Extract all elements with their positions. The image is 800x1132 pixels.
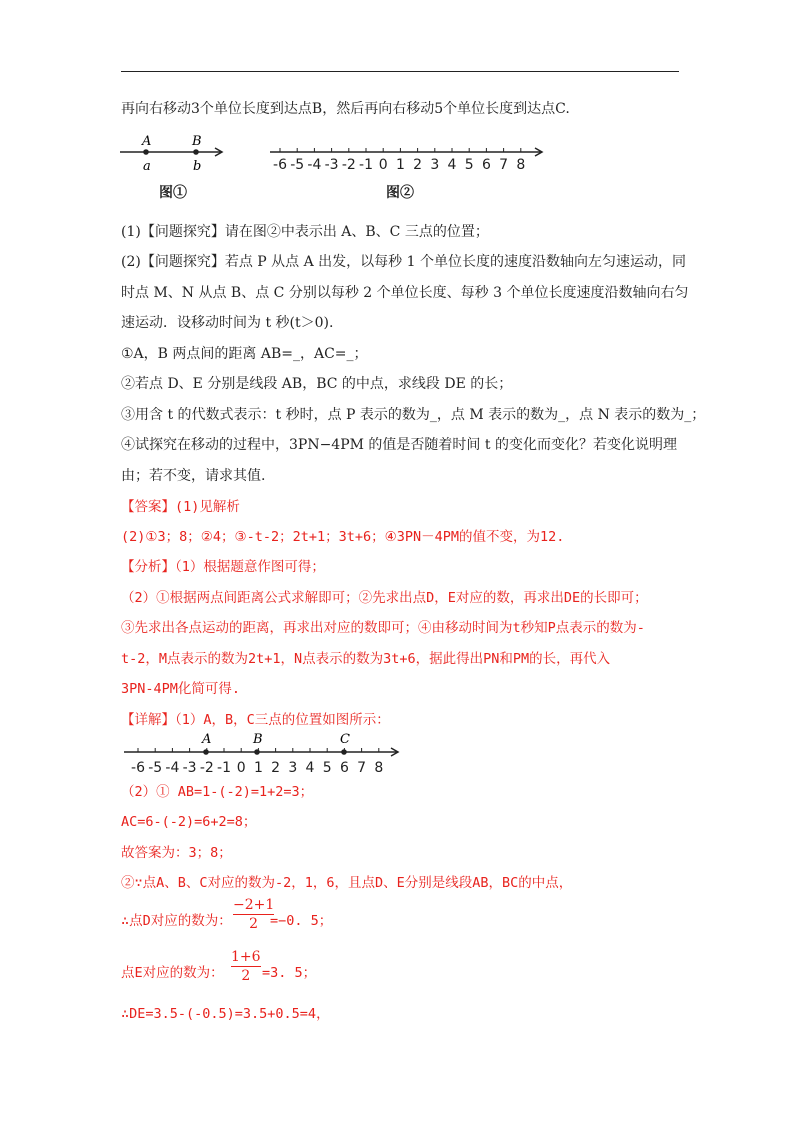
fig1-point-a: A [142,134,152,149]
tick-label: 4 [305,760,315,776]
question-1: (1)【问题探究】请在图②中表示出 A、B、C 三点的位置； [121,224,489,240]
tick-label: 0 [236,760,246,776]
solution-label-b: B [253,732,263,747]
fraction-d-denominator: 2 [249,916,259,932]
tick-label: 8 [374,760,384,776]
question-2-line-3: 速运动．设移动时间为 t 秒(t＞0). [121,315,334,331]
intro-text: 再向右移动3个单位长度到达点B，然后再向右移动5个单位长度到达点C. [121,101,570,117]
tick-label: -6 [131,760,145,776]
tick-label: -6 [273,157,287,173]
fig1-point-b: B [192,134,202,149]
solution-number-line [122,732,402,780]
question-2-line-2: 时点 M、N 从点 B、点 C 分别以每秒 2 个单位长度、每秒 3 个单位长度速度沿数轴向右匀 [121,285,689,301]
tick-label: 7 [357,760,367,776]
analysis-line-3: ③先求出各点运动的距离，再求出对应的数即可；④由移动时间为t秒知P点表示的数为- [121,620,645,636]
fraction-e [231,949,261,984]
tick-label: -5 [290,157,305,173]
figure-1-caption: 图① [159,185,187,201]
figure-2-number-line [268,140,548,176]
tick-label: -2 [341,157,356,173]
detail-d-result: =−0. 5； [270,913,333,929]
fraction-d-numerator: −2+1 [233,897,275,913]
analysis-line-4: t-2，M点表示的数为2t+1，N点表示的数为3t+6，据此得出PN和PM的长，再代入 [121,651,611,667]
tick-label: 6 [339,760,349,776]
question-2-part-4-line-2: 由；若不变，请求其值. [121,468,266,484]
tick-label: 4 [447,157,457,173]
tick-label: -1 [217,760,231,776]
tick-label: -5 [148,760,163,776]
solution-label-a: A [202,732,212,747]
analysis-line-1: 【分析】（1）根据题意作图可得； [121,559,325,575]
solution-point-c [341,749,347,755]
detail-line-5: ②∵点A、B、C对应的数为-2，1，6，且点D、E分别是线段AB，BC的中点， [121,875,573,891]
detail-d-prefix: ∴点D对应的数为： [121,913,232,929]
tick-label: 6 [481,157,491,173]
detail-line-4: 故答案为：3；8； [121,845,232,861]
tick-label: -4 [165,760,180,776]
detail-e-prefix: 点E对应的数为： [121,965,224,981]
answer-line-1: 【答案】(1)见解析 [121,499,240,515]
tick-label: 1 [253,760,263,776]
tick-label: 2 [271,760,281,776]
question-2-part-4-line-1: ④试探究在移动的过程中，3PN−4PM 的值是否随着时间 t 的变化而变化？若变化说明理 [121,437,677,453]
tick-label: 5 [322,760,332,776]
question-2-part-3: ③用含 t 的代数式表示：t 秒时，点 P 表示的数为_，点 M 表示的数为_，点 N 表示的数为_； [121,407,706,423]
tick-label: 0 [378,157,388,173]
tick-label: -2 [199,760,214,776]
tick-label: -4 [307,157,322,173]
fraction-e-denominator: 2 [241,968,251,984]
fig1-label-a: a [143,159,151,174]
figure-1-number-line [118,132,228,177]
fraction-e-numerator: 1+6 [231,949,261,965]
tick-label: 3 [288,760,298,776]
detail-e-result: =3. 5； [262,965,317,981]
solution-label-c: C [340,732,350,747]
solution-point-a [203,749,209,755]
tick-label: -3 [324,157,339,173]
tick-label: 1 [395,157,405,173]
question-2-line-1: (2)【问题探究】若点 P 从点 A 出发，以每秒 1 个单位长度的速度沿数轴向左匀速运动，同 [121,254,686,270]
answer-line-2: (2)①3；8；②4；③-t-2；2t+1；3t+6；④3PN－4PM的值不变，为12. [121,529,565,545]
tick-label: 7 [499,157,509,173]
header-rule [121,71,679,72]
tick-label: -3 [182,760,197,776]
analysis-line-2: （2）①根据两点间距离公式求解即可；②先求出点D，E对应的数，再求出DE的长即可； [121,590,648,606]
fig1-label-b: b [193,159,202,174]
detail-line-3: AC=6-(-2)=6+2=8； [121,814,257,830]
detail-line-1: 【详解】（1）A，B，C三点的位置如图所示： [121,712,390,728]
detail-line-8: ∴DE=3.5-(-0.5)=3.5+0.5=4， [121,1006,330,1022]
figure-2-caption: 图② [386,185,414,201]
tick-label: 8 [516,157,526,173]
fraction-d [233,897,274,932]
tick-label: -1 [359,157,373,173]
tick-label: 3 [430,157,440,173]
tick-label: 2 [413,157,423,173]
detail-line-2: （2）① AB=1-(-2)=1+2=3； [121,784,314,800]
question-2-part-2: ②若点 D、E 分别是线段 AB，BC 的中点，求线段 DE 的长； [121,376,513,392]
tick-label: 5 [464,157,474,173]
solution-point-b [254,749,260,755]
question-2-part-1: ①A，B 两点间的距离 AB=_，AC=_； [121,346,368,362]
analysis-line-5: 3PN-4PM化简可得. [121,681,241,697]
